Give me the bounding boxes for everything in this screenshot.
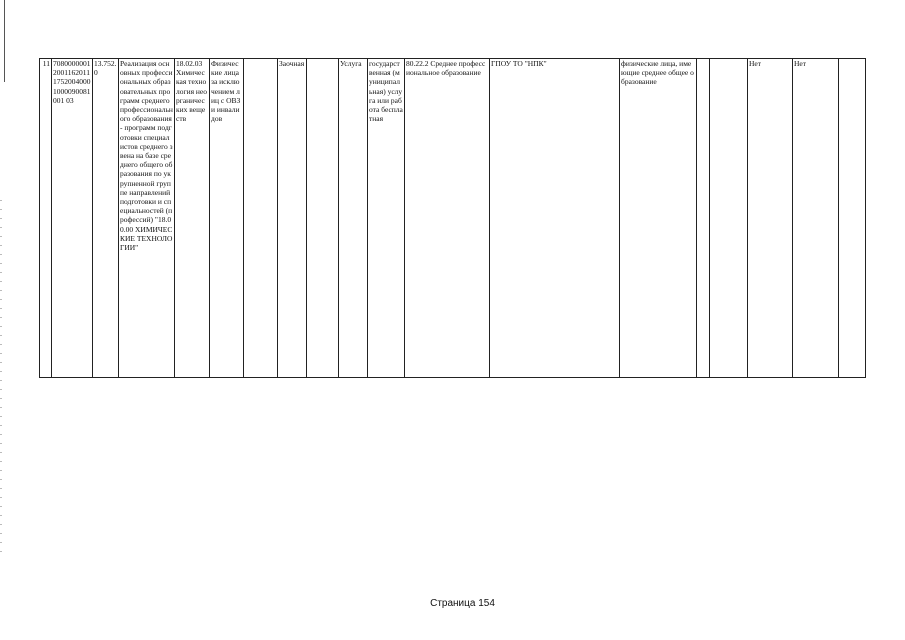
cell-okved: 80.22.2 Среднее профессиональное образование [405, 59, 490, 378]
cell-type: Услуга [339, 59, 368, 378]
cell-code-short: 13.752.0 [93, 59, 119, 378]
cell-empty-6 [244, 59, 278, 378]
cell-empty-15 [710, 59, 748, 378]
cell-service-name: Реализация основных профессиональных образовательных программ среднего профессионального образования - программ подготовки специалистов среднего звена на базе среднего общего образования по укрупненной группе направлений подготовки и специальностей (профессий) "18.00.00 ХИМИЧЕСКИЕ ТЕХНОЛОГИИ" [119, 59, 175, 378]
cell-flag-1: Нет [748, 59, 793, 378]
cell-paid-status: государственная (муниципальная) услуга или работа бесплатная [368, 59, 405, 378]
cell-empty-18 [839, 59, 866, 378]
cell-category: Физические лица за исключением лиц с ОВЗ и инвалидов [210, 59, 244, 378]
page-edge-line [4, 0, 5, 82]
cell-row-number: 11 [40, 59, 52, 378]
cell-institution: ГПОУ ТО "НПК" [490, 59, 620, 378]
cell-flag-2: Нет [793, 59, 839, 378]
cell-empty-14 [697, 59, 710, 378]
page-number: Страница 154 [430, 598, 495, 609]
registry-table [39, 58, 866, 378]
scan-edge-marks [0, 200, 2, 560]
cell-empty-8 [307, 59, 339, 378]
table-row [40, 59, 866, 378]
cell-registry-code: 7080000001200116201117520040001000090081001 03 [52, 59, 93, 378]
cell-form: Заочная [278, 59, 307, 378]
cell-consumers: физические лица, имеющие среднее общее образование [620, 59, 697, 378]
cell-specialty: 18.02.03 Химическая технология неорганических веществ [175, 59, 210, 378]
